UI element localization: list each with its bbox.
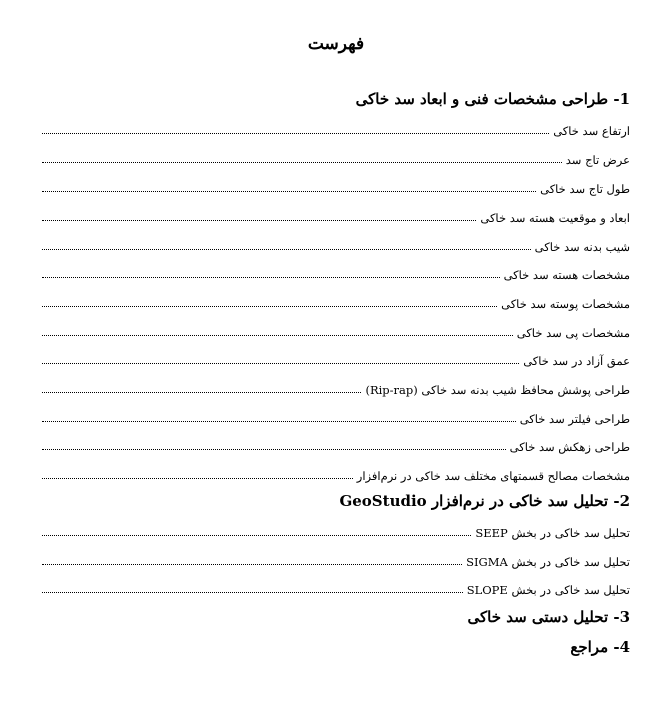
toc-entry[interactable] bbox=[42, 118, 630, 138]
toc-entry-label: تحلیل سد خاکی در بخش SLOPE bbox=[466, 583, 630, 597]
section-heading-4: 4- مراجع bbox=[570, 638, 630, 656]
leader-dots bbox=[42, 248, 531, 250]
toc-entry[interactable] bbox=[42, 434, 630, 454]
toc-entry[interactable] bbox=[42, 577, 630, 597]
toc-entry[interactable] bbox=[42, 234, 630, 254]
toc-entry[interactable] bbox=[42, 377, 630, 397]
toc-entry-label: مشخصات پی سد خاکی bbox=[516, 326, 630, 340]
leader-dots bbox=[42, 420, 516, 422]
leader-dots bbox=[42, 190, 536, 192]
toc-entry-label: عمق آزاد در سد خاکی bbox=[523, 354, 630, 368]
toc-entry-label: طراحی فیلتر سد خاکی bbox=[519, 412, 630, 426]
leader-dots bbox=[42, 448, 506, 450]
page-title: فهرست bbox=[307, 34, 365, 54]
leader-dots bbox=[42, 477, 353, 479]
leader-dots bbox=[42, 391, 361, 393]
section-heading-1: 1- طراحی مشخصات فنی و ابعاد سد خاکی bbox=[355, 90, 630, 108]
toc-entry-label: طراحی زهکش سد خاکی bbox=[509, 440, 630, 454]
leader-dots bbox=[42, 334, 513, 336]
leader-dots bbox=[42, 563, 462, 565]
section-heading-3: 3- تحلیل دستی سد خاکی bbox=[467, 608, 630, 626]
toc-entry[interactable] bbox=[42, 406, 630, 426]
leader-dots bbox=[42, 362, 519, 364]
toc-entry[interactable] bbox=[42, 549, 630, 569]
toc-entry[interactable] bbox=[42, 205, 630, 225]
leader-dots bbox=[42, 132, 549, 134]
leader-dots bbox=[42, 276, 500, 278]
toc-entry-label: ابعاد و موقعیت هسته سد خاکی bbox=[480, 211, 630, 225]
toc-entry[interactable] bbox=[42, 291, 630, 311]
leader-dots bbox=[42, 534, 471, 536]
toc-entry[interactable] bbox=[42, 463, 630, 483]
leader-dots bbox=[42, 219, 476, 221]
toc-entry[interactable] bbox=[42, 176, 630, 196]
toc-entry[interactable] bbox=[42, 348, 630, 368]
toc-entry-label: ارتفاع سد خاکی bbox=[553, 124, 630, 138]
toc-entry-label: مشخصات هسته سد خاکی bbox=[503, 268, 630, 282]
toc-entry[interactable] bbox=[42, 147, 630, 167]
leader-dots bbox=[42, 161, 562, 163]
leader-dots bbox=[42, 305, 497, 307]
toc-entry[interactable] bbox=[42, 262, 630, 282]
toc-entry-label: طول تاج سد خاکی bbox=[540, 182, 630, 196]
toc-entry-label: طراحی پوشش محافظ شیب بدنه سد خاکی (Rip-rap) bbox=[365, 383, 630, 397]
toc-entry-label: تحلیل سد خاکی در بخش SIGMA bbox=[466, 555, 630, 569]
toc-entry-label: تحلیل سد خاکی در بخش SEEP bbox=[475, 526, 630, 540]
toc-entry[interactable] bbox=[42, 520, 630, 540]
leader-dots bbox=[42, 591, 463, 593]
toc-entry-label: شیب بدنه سد خاکی bbox=[534, 240, 630, 254]
toc-entry-label: مشخصات مصالح قسمتهای مختلف سد خاکی در نرم‌افزار bbox=[356, 469, 630, 483]
section-heading-2: 2- تحلیل سد خاکی در نرم‌افزار GeoStudio bbox=[339, 492, 630, 510]
toc-entry[interactable] bbox=[42, 320, 630, 340]
toc-entry-label: مشخصات پوسته سد خاکی bbox=[501, 297, 630, 311]
toc-entry-label: عرض تاج سد bbox=[565, 153, 630, 167]
